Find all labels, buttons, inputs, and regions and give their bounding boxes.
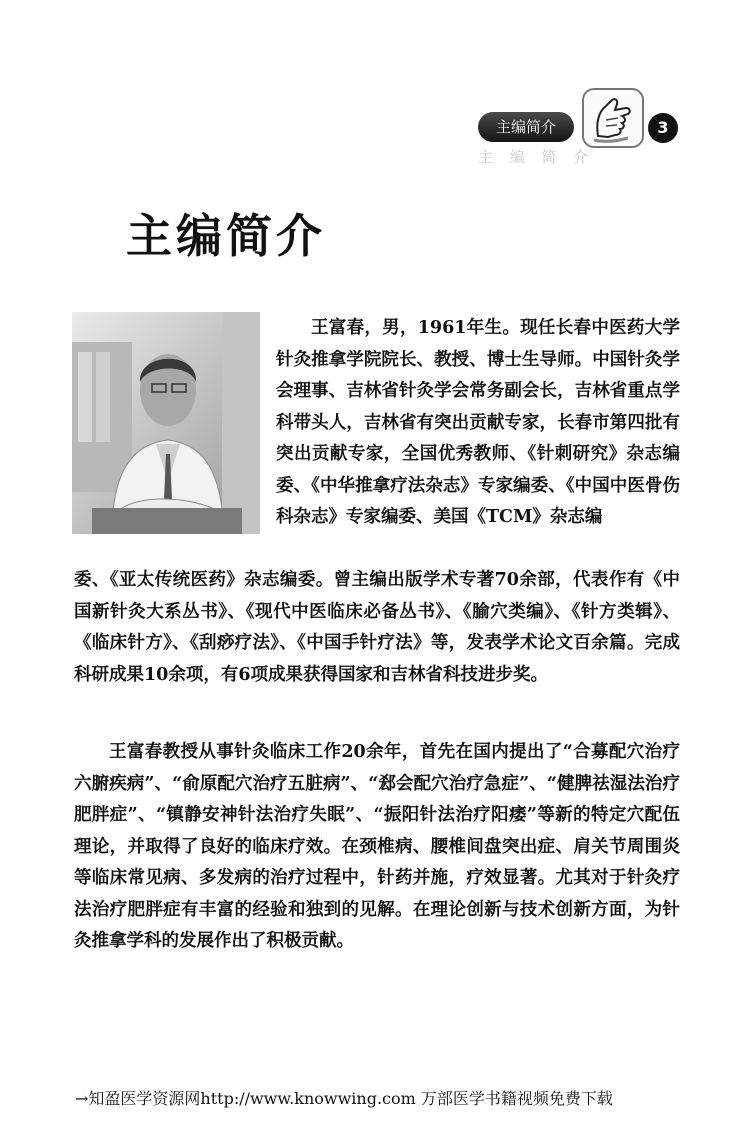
biography-paragraph-continued: 委、《亚太传统医药》杂志编委。曾主编出版学术专著70余部，代表作有《中国新针灸大系丛书》、《现代中医临床必备丛书》、《腧穴类编》、《针方类辑》、《临床针方》、《刮痧疗法》、《中国手针疗法》等，发表学术论文百余篇。完成科研成果10余项，有6项成果获得国家和吉林省科技进步奖。 <box>74 570 680 685</box>
hand-icon <box>582 88 644 148</box>
page-title: 主编简介 <box>126 209 326 263</box>
section-label-tab: 主编简介 <box>478 112 574 142</box>
biography-wrap-text <box>276 313 680 534</box>
footer-watermark: →知盈医学资源网http://www.knowwing.com 万部医学书籍视频免费下载 <box>75 1089 613 1108</box>
biography-continued-text <box>74 565 680 691</box>
clinical-work-paragraph: 王富春教授从事针灸临床工作20余年，首先在国内提出了“合募配穴治疗六腑疾病”、“俞原配穴治疗五脏病”、“郄会配穴治疗急症”、“健脾祛湿法治疗肥胖症”、“镇静安神针法治疗失眠”、“振阳针法治疗阳痿”等新的特定穴配伍理论，并取得了良好的临床疗效。在颈椎病、腰椎间盘突出症、肩关节周围炎等临床常见病、多发病的治疗过程中，针药并施，疗效显著。尤其对于针灸疗法治疗肥胖症有丰富的经验和独到的见解。在理论创新与技术创新方面，为针灸推拿学科的发展作出了积极贡献。 <box>74 742 680 951</box>
page-number-badge: 3 <box>648 113 678 143</box>
biography-paragraph-wrap: 王富春，男，1961年生。现任长春中医药大学针灸推拿学院院长、教授、博士生导师。中国针灸学会理事、吉林省针灸学会常务副会长，吉林省重点学科带头人，吉林省有突出贡献专家，长春市第四批有突出贡献专家，全国优秀教师、《针刺研究》杂志编委、《中华推拿疗法杂志》专家编委、《中国中医骨伤科杂志》专家编委、美国《TCM》杂志编 <box>276 318 680 527</box>
clinical-work-text <box>74 737 680 958</box>
author-portrait <box>72 312 260 534</box>
header-ghost-text: 主 编 简 介 <box>478 148 595 166</box>
